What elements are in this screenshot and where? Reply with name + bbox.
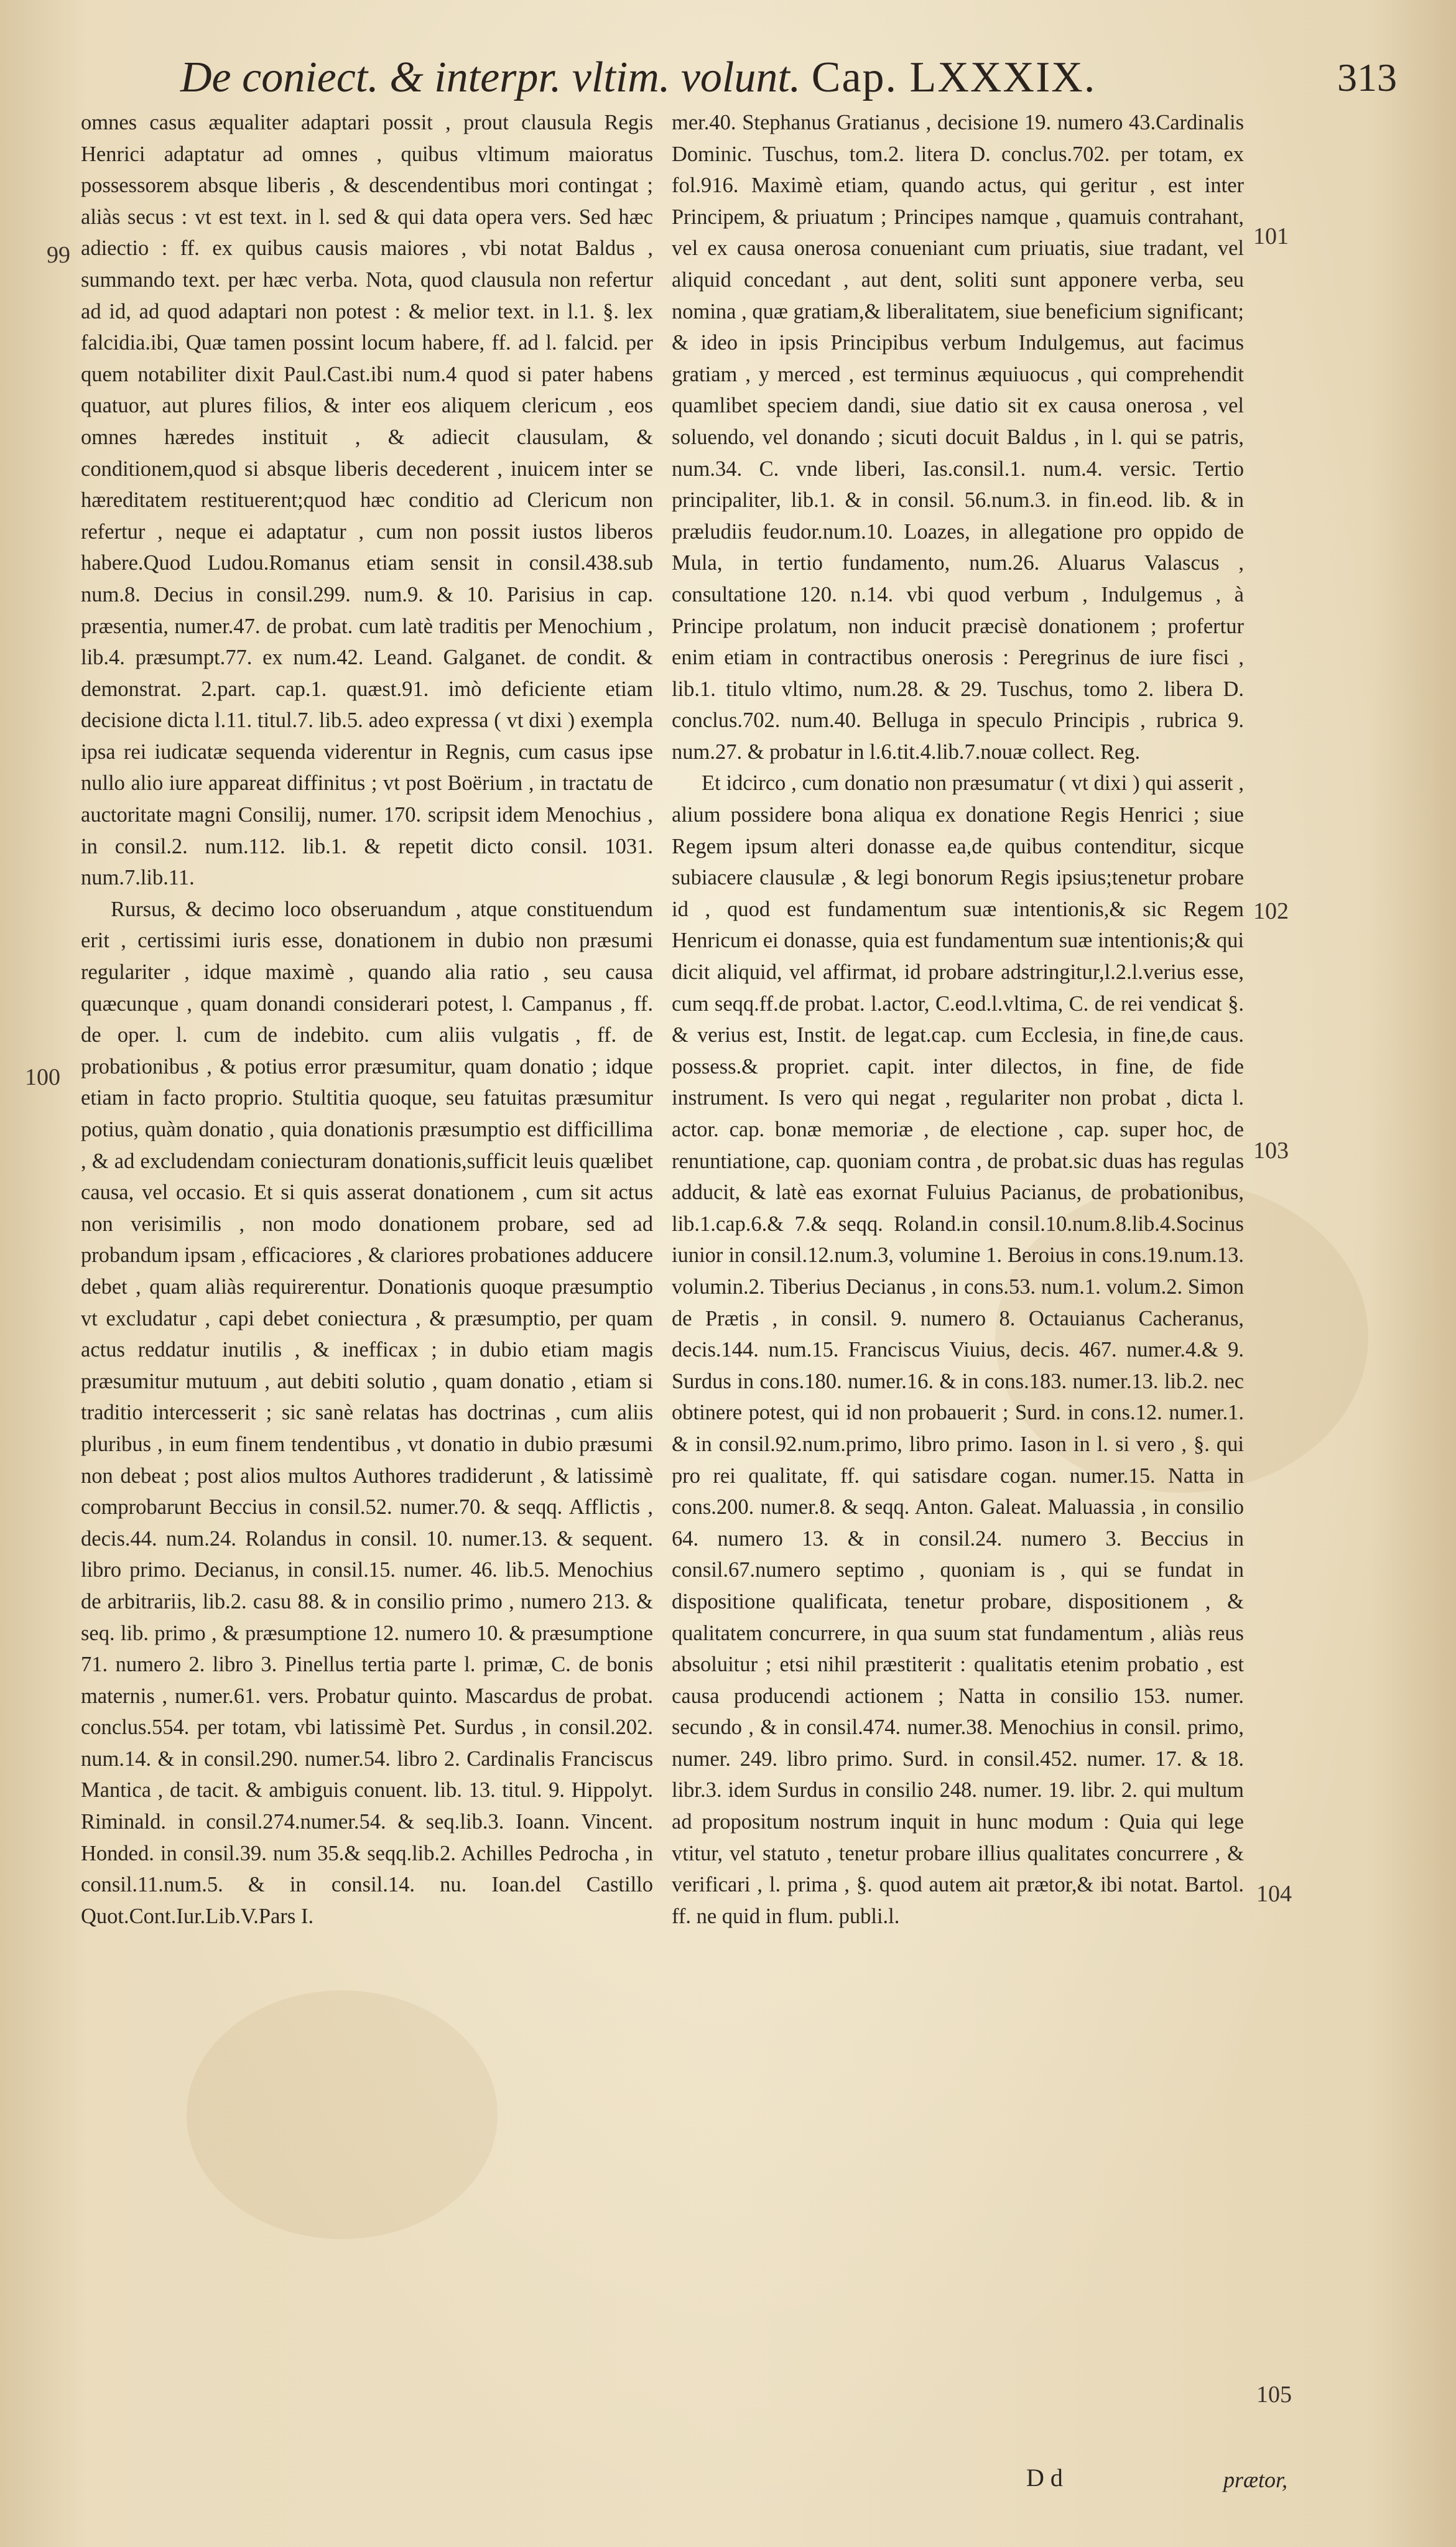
- margin-number: 105: [1256, 2382, 1292, 2408]
- margin-number: 100: [25, 1064, 60, 1090]
- left-paragraph-1: omnes casus æqualiter adaptari possit , prout clausula Regis Henrici adaptatur ad omnes , quibus vltimum maioratus possessorem absque liberis , & descendentibus mori contingat ; aliàs secus : vt est text. in l. sed & qui data opera vers. Sed hæc adiectio : ff. ex quibus causis maiores , vbi notat Baldus , summando text. per hæc verba. Nota, quod clausula non refertur ad id, ad quod adaptari non potest : & melior text. in l.1. §. lex falcidia.ibi, Quæ tamen possint locum habere, ff. ad l. falcid. per quem notabiliter dixit Paul.Cast.ibi num.4 quod si pater habens quatuor, aut plures filios, & inter eos aliquem clericum , eos omnes hæredes instituit , & adiecit clausulam, & conditionem,quod si absque liberis decederent , inuicem inter se hæreditatem restituerent;quod hæc conditio ad Clericum non refertur , neque ei adaptatur , cum non possit iustos liberos habere.Quod Ludou.Romanus etiam sensit in consil.438.sub num.8. Decius in consil.299. num.9. & 10. Parisius in cap. præsentia, numer.47. de probat. cum latè traditis per Menochium , lib.4. præsumpt.77. ex num.42. Leand. Galganet. de condit. & demonstrat. 2.part. cap.1. quæst.91. imò deficiente etiam decisione dicta l.11. titul.7. lib.5. adeo expressa ( vt dixi ) exempla ipsa rei iudicatæ sequenda viderentur in Regnis, cum casus ipse nullo alio iure appareat diffinitus ; vt post Boërium , in tractatu de auctoritate magni Consilij, numer. 170. scripsit idem Menochius , in consil.2. num.112. lib.1. & repetit dicto consil. 1031. num.7.lib.11.: [81, 111, 653, 890]
- margin-number: 102: [1253, 898, 1289, 924]
- running-header: [180, 44, 1300, 112]
- left-column: [81, 107, 653, 1932]
- signature-mark: D d: [1026, 2464, 1063, 2492]
- margin-number: 99: [47, 242, 70, 268]
- page-number: 313: [1337, 55, 1397, 100]
- margin-number: 101: [1253, 223, 1289, 249]
- catchword: prætor,: [1223, 2467, 1287, 2492]
- right-column: [672, 107, 1244, 1932]
- margin-number: 103: [1253, 1138, 1289, 1164]
- right-paragraph-2: Et idcirco , cum donatio non præsumatur ( vt dixi ) qui asserit , alium possidere bona aliqua ex donatione Regis Henrici ; siue Regem ipsum alteri donasse ea,de quibus contenditur, sicque subiacere clausulæ , & legi bonorum Regis ipsius;tenetur probare id , quod est fundamentum suæ intentionis,& sic Regem Henricum ei donasse, quia est fundamentum suæ intentionis;& qui dicit aliquid, vel affirmat, id probare adstringitur,l.2.l.verius esse, cum seqq.ff.de probat. l.actor, C.eod.l.vltima, C. de rei vendicat §. & verius est, Instit. de legat.cap. cum Ecclesia, in fine,de caus. possess.& propriet. capit. inter dilectos, in fine, de fide instrument. Is vero qui negat , regulariter non probat , dicta l. actor. cap. bonæ memoriæ , de electione , cap. super hoc, de renuntiatione, cap. quoniam contra , de probat.sic duas has regulas adducit, & latè eas exornat Fuluius Pacianus, de probationibus, lib.1.cap.6.& 7.& seqq. Roland.in consil.10.num.8.lib.4.Socinus iunior in consil.12.num.3, volumine 1. Beroius in cons.19.num.13. volumin.2. Tiberius Decianus , in cons.53. num.1. volum.2. Simon de Prætis , in consil. 9. numero 8. Octauianus Cacheranus, decis.144. num.15. Franciscus Viuius, decis. 467. numer.4.& 9. Surdus in cons.180. numer.16. & in cons.183. numer.13. lib.2. nec obtinere potest, qui id non probauerit ; Surd. in cons.12. numer.1. & in consil.92.num.primo, libro primo. Iason in l. si vero , §. qui pro rei qualitate, ff. qui satisdare cogan. numer.15. Natta in cons.200. numer.8. & seqq. Anton. Galeat. Maluassia , in consilio 64. numero 13. & in consil.24. numero 3. Beccius in consil.67.numero septimo , quoniam is , qui se fundat in dispositione qualificata, tenetur probare, dispositionem , & qualitatem concurrere, in qua suum stat fundamentum , aliàs reus absoluitur ; etsi nihil præstiterit : qualitatis etenim probatio , est causa producendi actionem ; Natta in consilio 153. numer. secundo , & in consil.474. numer.38. Menochius in consil. primo, numer. 249. libro primo. Surd. in consil.452. numer. 17. & 18. libr.3. idem Surdus in consilio 248. numer. 19. libr. 2. qui multum ad propositum nostrum inquit in hunc modum : Quia qui lege vtitur, vel statuto , tenetur probare illius qualitates concurrere , & verificari , l. prima , §. quod autem ait prætor,& ibi notat. Bartol. ff. ne quid in flum. publi.l.: [672, 771, 1244, 1928]
- margin-number: 104: [1256, 1881, 1292, 1907]
- header-chapter: Cap. LXXXIX.: [811, 53, 1097, 101]
- header-title: De coniect. & interpr. vltim. volunt.: [180, 53, 801, 101]
- paper-stain: [187, 1990, 498, 2239]
- left-paragraph-2: Rursus, & decimo loco obseruandum , atque constituendum erit , certissimi iuris esse, donationem in dubio non præsumi regulariter , idque maximè , quando alia ratio , seu causa quæcunque , quam donandi considerari potest, l. Campanus , ff. de oper. l. cum de indebito. cum aliis vulgatis , ff. de probationibus , & potius error præsumitur, quam donatio ; idque etiam in facto proprio. Stultitia quoque, seu fatuitas præsumitur potius, quàm donatio , quia donationis præsumptio est difficillima , & ad excludendam coniecturam donationis,sufficit leuis quælibet causa, vel occasio. Et si quis asserat donationem , cum sit actus non verisimilis , non modo donationem probare, sed ad probandum ipsam , efficaciores , & clariores probationes adducere debet , quam aliàs requirerentur. Donationis quoque præsumptio vt excludatur , capi debet coniectura , & præsumptio, per quam actus reddatur inutilis , & inefficax ; in dubio etiam magis præsumitur mutuum , aut debiti solutio , quam donatio , etiam si traditio intercesserit ; sic sanè relatas has doctrinas , cum aliis pluribus , in eum finem tendentibus , vt donatio in dubio præsumi non debeat ; post alios multos Authores tradiderunt , & latissimè comprobarunt Beccius in consil.52. numer.70. & seqq. Afflictis , decis.44. num.24. Rolandus in consil. 10. numer.13. & sequent. libro primo. Decianus, in consil.15. numer. 46. lib.5. Menochius de arbitrariis, lib.2. casu 88. & in consilio primo , numero 213. & seq. lib. primo , & præsumptione 12. numero 10. & præsumptione 71. numero 2. libro 3. Pinellus tertia parte l. primæ, C. de bonis maternis , numer.61. vers. Probatur quinto. Mascardus de probat. conclus.554. per totam, vbi latissimè Pet. Surdus , in consil.202. num.14. & in consil.290. numer.54. libro 2. Cardinalis Franciscus Mantica , de tacit. & ambiguis conuent. lib. 13. titul. 9. Hippolyt. Riminald. in consil.274.numer.54. & seq.lib.3. Ioann. Vincent. Honded. in consil.39. num 35.& seqq.lib.2. Achilles Pedrocha , in consil.11.num.5. & in consil.14. nu. Ioan.del Castillo Quot.Cont.Iur.Lib.V.Pars I.: [81, 897, 653, 1928]
- right-paragraph-1: mer.40. Stephanus Gratianus , decisione 19. numero 43.Cardinalis Dominic. Tuschus, tom.2. litera D. conclus.702. per totam, ex fol.916. Maximè etiam, quando actus, qui geritur , est inter Principem, & priuatum ; Principes namque , quamuis contrahant, vel ex causa onerosa conueniant cum priuatis, siue tradant, vel aliquid concedant , aut dent, soliti sunt apponere verba, seu nomina , quæ gratiam,& liberalitatem, siue beneficium significant; & ideo in ipsis Principibus verbum Indulgemus, aut facimus gratiam , y merced , est terminus æquiuocus , qui comprehendit quamlibet speciem dandi, siue datio sit ex causa onerosa , vel soluendo, vel donando ; sicuti docuit Baldus , in l. qui se patris, num.34. C. vnde liberi, Ias.consil.1. num.4. versic. Tertio principaliter, lib.1. & in consil. 56.num.3. in fin.eod. lib. & in præludiis feudor.num.10. Loazes, in allegatione pro oppido de Mula, in tertio fundamento, num.26. Aluarus Valascus , consultatione 120. n.14. vbi quod verbum , Indulgemus , à Principe prolatum, non inducit præcisè donationem ; profertur enim etiam in contractibus onerosis : Peregrinus de iure fisci , lib.1. titulo vltimo, num.28. & 29. Tuschus, tomo 2. libera D. conclus.702. num.40. Belluga in speculo Principis , rubrica 9. num.27. & probatur in l.6.tit.4.lib.7.nouæ collect. Reg.: [672, 111, 1244, 764]
